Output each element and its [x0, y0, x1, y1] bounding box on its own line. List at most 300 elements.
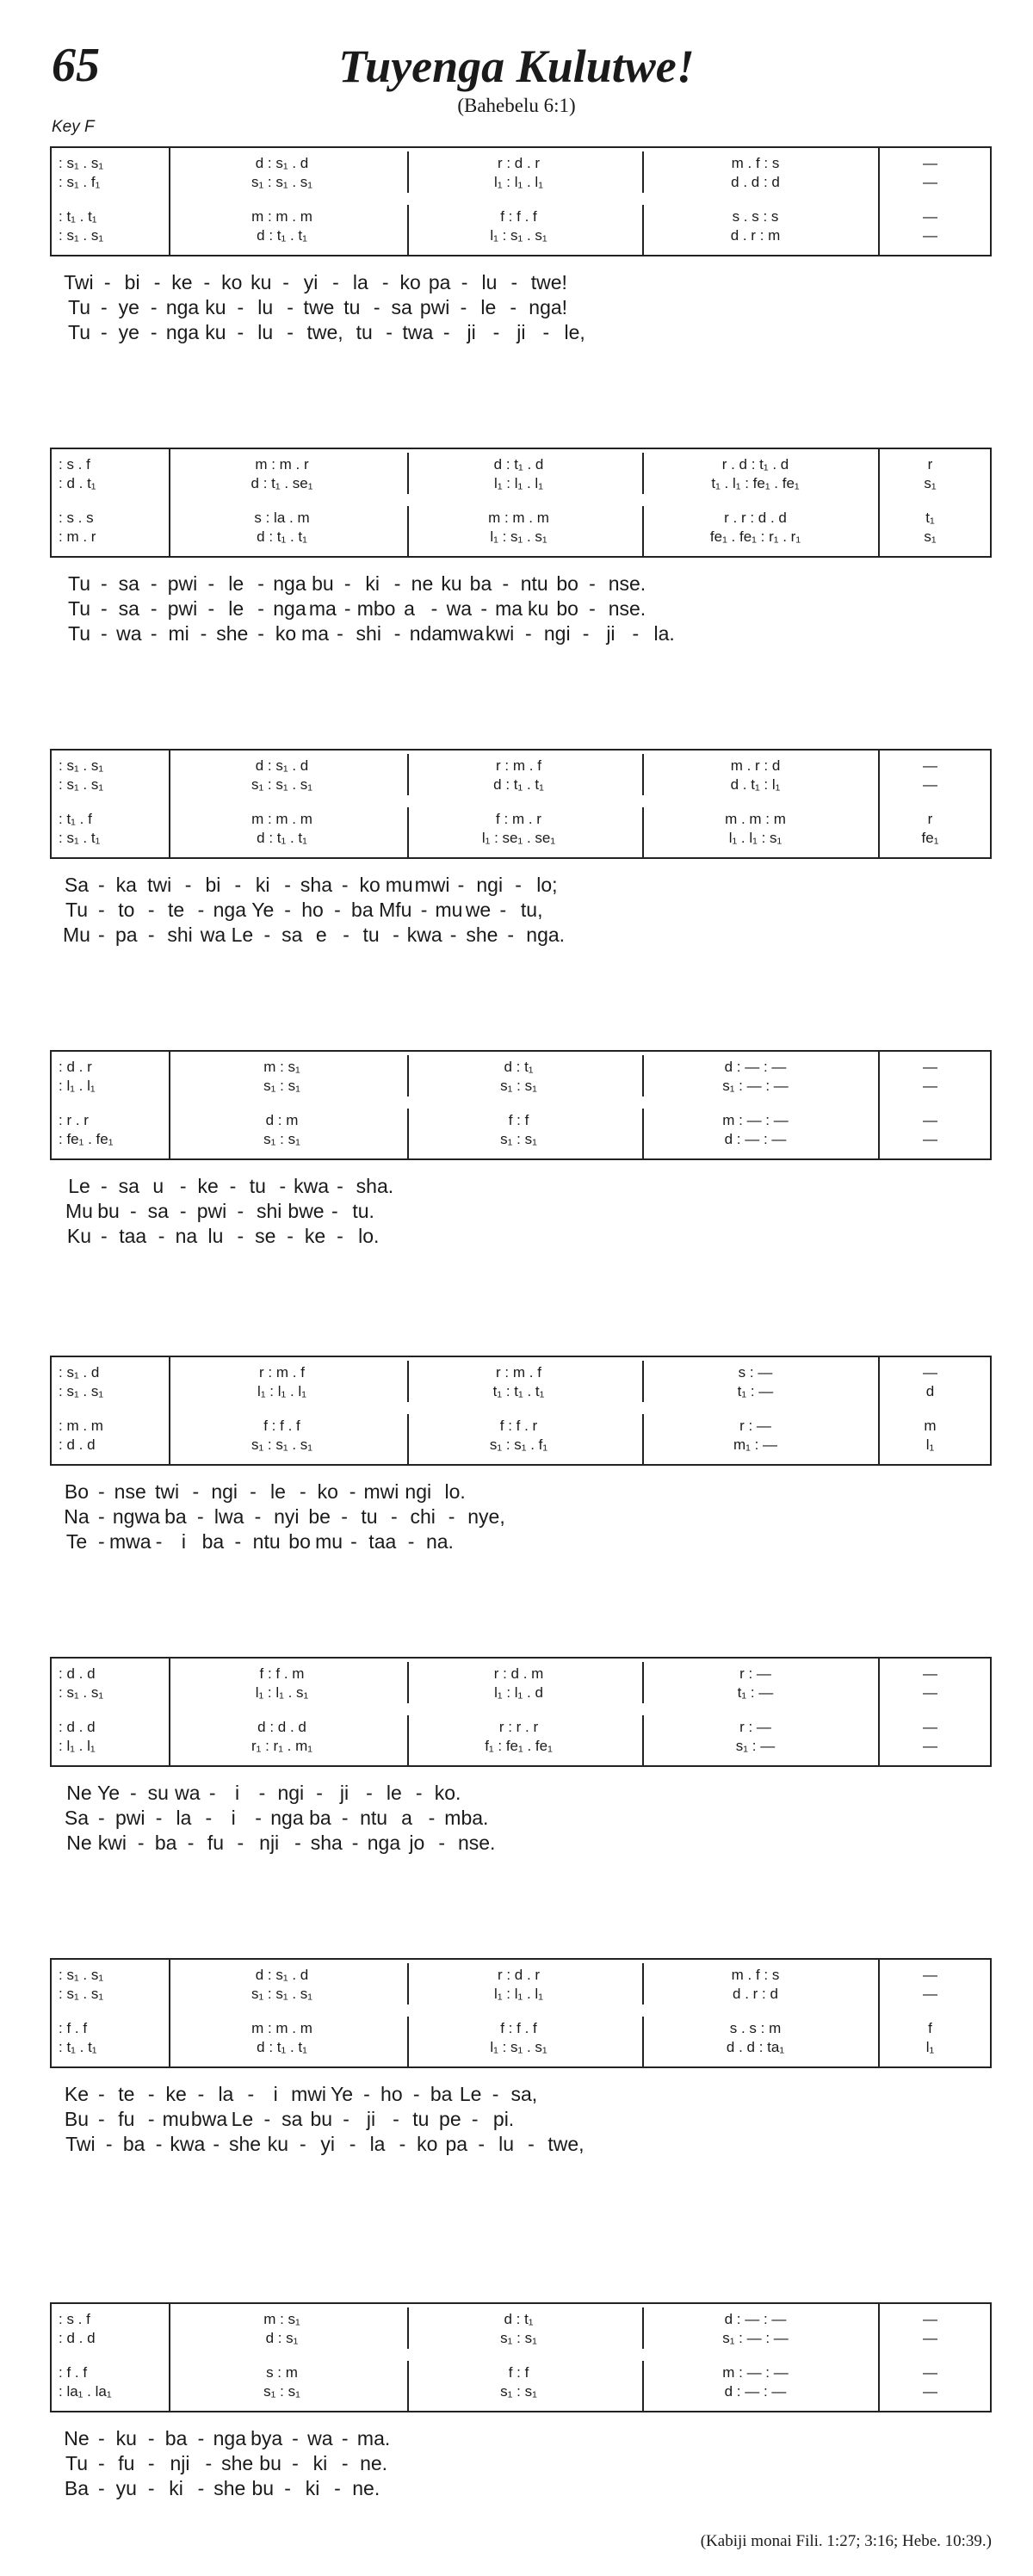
- solfa-cell: : s . f: [59, 456, 90, 473]
- solfa-cell: : s . s: [59, 510, 94, 526]
- hymn-subtitle: (Bahebelu 6:1): [457, 95, 576, 116]
- solfa-cell: t₁ : t₁ . t₁: [492, 1383, 545, 1399]
- hymn-number: 65: [52, 39, 100, 92]
- tonic-solfa-system: [50, 146, 992, 256]
- solfa-cell: m : m . r: [255, 456, 309, 473]
- lyric-syllable: ka: [115, 874, 137, 896]
- lyric-syllable: bwa: [190, 2108, 228, 2130]
- solfa-cell: —: [923, 1078, 937, 1094]
- lyric-syllable: lu: [207, 1225, 224, 1247]
- lyric-syllable: Mfu: [379, 899, 412, 921]
- lyric-syllable: twe,: [547, 2133, 585, 2155]
- solfa-cell: s₁ : s₁ . s₁: [251, 776, 313, 793]
- lyric-hyphen: -: [350, 1530, 357, 1553]
- key-signature: Key F: [52, 118, 95, 136]
- lyric-syllable: ma.: [356, 2427, 391, 2449]
- lyric-hyphen: -: [341, 2452, 349, 2474]
- lyric-hyphen: -: [632, 622, 640, 645]
- solfa-cell: d : — : —: [724, 1131, 787, 1147]
- lyric-hyphen: -: [150, 597, 158, 620]
- lyric-hyphen: -: [391, 1505, 398, 1528]
- lyric-syllable: Le: [231, 924, 254, 946]
- lyric-syllable: nga!: [529, 296, 568, 318]
- solfa-cell: d : s₁: [265, 2330, 299, 2346]
- solfa-cell: d . r : d: [733, 1986, 778, 2002]
- lyric-syllable: ma: [301, 622, 330, 645]
- lyric-syllable: Bu: [64, 2108, 90, 2130]
- solfa-cell: m: [924, 1418, 937, 1434]
- lyric-syllable: Tu: [68, 597, 90, 620]
- lyric-syllable: Tu: [68, 622, 90, 645]
- lyric-hyphen: -: [393, 622, 401, 645]
- lyric-syllable: nga: [367, 1832, 401, 1854]
- solfa-cell: : s₁ . s₁: [59, 155, 104, 171]
- lyric-syllable: wa: [175, 1782, 201, 1804]
- lyric-hyphen: -: [179, 1200, 187, 1222]
- tonic-solfa-system: [50, 749, 992, 859]
- lyric-syllable: wa: [116, 622, 142, 645]
- lyric-hyphen: -: [192, 1480, 200, 1503]
- lyric-syllable: mu: [435, 899, 463, 921]
- lyric-syllable: ba: [201, 1530, 225, 1553]
- lyric-syllable: Twi: [64, 271, 94, 293]
- lyric-syllable: tu: [343, 296, 361, 318]
- lyric-hyphen: -: [213, 2133, 220, 2155]
- solfa-cell: m : — : —: [722, 1112, 789, 1128]
- lyric-syllable: sa: [281, 2108, 303, 2130]
- solfa-cell: d : t₁ . t₁: [257, 830, 307, 846]
- solfa-cell: m . f : s: [731, 1967, 780, 1983]
- solfa-cell: s₁ : s₁: [500, 2383, 537, 2400]
- lyric-syllable: tu: [249, 1175, 266, 1197]
- lyric-hyphen: -: [316, 1782, 323, 1804]
- solfa-cell: s₁ : s₁ . s₁: [251, 174, 313, 190]
- lyric-syllable: nye,: [467, 1505, 505, 1528]
- lyric-syllable: be: [308, 1505, 331, 1528]
- lyric-hyphen: -: [257, 572, 264, 595]
- lyric-syllable: lu: [481, 271, 498, 293]
- solfa-cell: : d . r: [59, 1059, 92, 1075]
- solfa-cell: : s₁ . d: [59, 1364, 100, 1381]
- lyric-hyphen: -: [237, 321, 244, 343]
- lyric-syllable: nse.: [608, 572, 646, 595]
- solfa-cell: d: [925, 1383, 935, 1399]
- solfa-cell: : l₁ . l₁: [59, 1738, 96, 1754]
- lyric-hyphen: -: [98, 899, 105, 921]
- lyric-syllable: ngi: [405, 1480, 432, 1503]
- lyric-hyphen: -: [101, 622, 108, 645]
- lyric-hyphen: -: [589, 597, 596, 620]
- solfa-cell: : la₁ . la₁: [59, 2383, 112, 2400]
- lyric-syllable: mu: [315, 1530, 343, 1553]
- lyric-syllable: she: [228, 2133, 262, 2155]
- solfa-cell: : t₁ . t₁: [59, 2039, 97, 2055]
- solfa-cell: t₁ : —: [737, 1383, 774, 1399]
- lyric-syllable: Ne: [66, 1832, 92, 1854]
- lyric-syllable: ba: [154, 1832, 177, 1854]
- solfa-cell: m : s₁: [263, 2311, 300, 2327]
- lyric-syllable: Te: [65, 1530, 88, 1553]
- lyric-syllable: ngi: [476, 874, 504, 896]
- lyric-syllable: ko.: [434, 1782, 461, 1804]
- lyric-hyphen: -: [237, 1200, 244, 1222]
- lyric-hyphen: -: [287, 296, 294, 318]
- lyric-hyphen: -: [101, 597, 108, 620]
- lyric-syllable: lu: [257, 321, 274, 343]
- lyric-syllable: lo;: [536, 874, 558, 896]
- lyric-hyphen: -: [155, 1530, 163, 1553]
- lyric-syllable: ba: [164, 1505, 187, 1528]
- solfa-cell: r : m . f: [259, 1364, 305, 1381]
- lyric-syllable: ngi: [277, 1782, 305, 1804]
- lyric-hyphen: -: [147, 2477, 155, 2499]
- lyric-syllable: twa: [402, 321, 434, 343]
- lyric-hyphen: -: [197, 2427, 205, 2449]
- lyric-hyphen: -: [331, 1200, 338, 1222]
- lyric-syllable: i: [235, 1782, 240, 1804]
- lyric-syllable: ngi: [211, 1480, 238, 1503]
- lyric-hyphen: -: [101, 572, 108, 595]
- lyric-hyphen: -: [257, 597, 264, 620]
- solfa-cell: s₁ : s₁ . s₁: [251, 1436, 313, 1453]
- lyric-hyphen: -: [147, 924, 155, 946]
- lyric-syllable: she: [213, 2477, 246, 2499]
- solfa-cell: d : t₁ . t₁: [257, 227, 307, 244]
- lyric-hyphen: -: [197, 2477, 205, 2499]
- solfa-cell: fe₁: [921, 830, 939, 846]
- solfa-cell: f : f . f: [263, 1418, 300, 1434]
- lyric-syllable: nga: [273, 572, 306, 595]
- lyric-syllable: ho: [380, 2083, 403, 2105]
- lyric-hyphen: -: [137, 1832, 145, 1854]
- solfa-cell: d : d . d: [257, 1719, 306, 1735]
- lyric-syllable: tu: [412, 2108, 430, 2130]
- solfa-cell: d : t₁ . t₁: [257, 528, 307, 545]
- lyric-hyphen: -: [287, 1225, 294, 1247]
- lyric-hyphen: -: [98, 924, 105, 946]
- solfa-cell: : s₁ . s₁: [59, 1967, 104, 1983]
- lyric-syllable: Tu: [65, 2452, 88, 2474]
- solfa-cell: : s₁ . s₁: [59, 227, 104, 244]
- lyric-syllable: ki: [365, 572, 380, 595]
- lyric-syllable: sa: [118, 572, 139, 595]
- solfa-cell: : f . f: [59, 2364, 88, 2381]
- solfa-cell: —: [923, 1112, 937, 1128]
- solfa-cell: : m . m: [59, 1418, 103, 1434]
- lyric-syllable: wa: [200, 924, 226, 946]
- lyric-syllable: ntu: [252, 1530, 281, 1553]
- lyric-syllable: mu: [162, 2108, 190, 2130]
- lyric-syllable: nyi: [274, 1505, 300, 1528]
- lyric-syllable: bu: [259, 2452, 281, 2474]
- lyric-hyphen: -: [130, 1782, 137, 1804]
- lyric-syllable: ku: [527, 597, 549, 620]
- solfa-cell: l₁ : s₁ . s₁: [490, 528, 547, 545]
- lyric-syllable: nga: [273, 597, 306, 620]
- solfa-cell: d : s₁ . d: [255, 757, 309, 774]
- lyric-hyphen: -: [415, 1782, 423, 1804]
- lyric-syllable: ba: [122, 2133, 145, 2155]
- lyric-syllable: kwa: [294, 1175, 330, 1197]
- lyric-hyphen: -: [341, 1505, 348, 1528]
- solfa-cell: r: [927, 811, 933, 827]
- lyric-syllable: pwi: [167, 597, 198, 620]
- lyric-hyphen: -: [471, 2108, 479, 2130]
- solfa-cell: m . r : d: [730, 757, 781, 774]
- lyric-syllable: twi: [147, 874, 172, 896]
- lyric-syllable: nji: [259, 1832, 280, 1854]
- lyric-hyphen: -: [150, 296, 158, 318]
- lyric-hyphen: -: [98, 1530, 105, 1553]
- solfa-cell: s₁ : s₁: [263, 1131, 300, 1147]
- lyric-hyphen: -: [207, 597, 215, 620]
- lyric-syllable: Na: [64, 1505, 90, 1528]
- lyric-syllable: ne.: [360, 2452, 388, 2474]
- lyric-hyphen: -: [98, 1505, 105, 1528]
- lyric-hyphen: -: [234, 1530, 242, 1553]
- lyric-syllable: ma: [495, 597, 523, 620]
- lyric-hyphen: -: [179, 1175, 187, 1197]
- lyric-syllable: ji: [366, 2108, 376, 2130]
- lyric-hyphen: -: [200, 622, 207, 645]
- solfa-cell: s₁ : — : —: [722, 1078, 789, 1094]
- lyric-hyphen: -: [393, 2108, 399, 2130]
- lyric-hyphen: -: [407, 1530, 415, 1553]
- lyric-syllable: ji: [606, 622, 615, 645]
- solfa-cell: l₁ : se₁ . se₁: [481, 830, 556, 846]
- solfa-cell: d : — : —: [724, 2383, 787, 2400]
- lyric-hyphen: -: [229, 1175, 237, 1197]
- lyric-syllable: bo: [556, 572, 578, 595]
- lyric-syllable: ku: [205, 321, 226, 343]
- lyric-syllable: na.: [425, 1530, 454, 1553]
- lyric-syllable: te: [118, 2083, 135, 2105]
- lyric-hyphen: -: [337, 1225, 343, 1247]
- lyric-syllable: ki: [255, 874, 270, 896]
- solfa-cell: d : t₁ . t₁: [493, 776, 544, 793]
- lyric-syllable: fu: [118, 2108, 135, 2130]
- solfa-cell: : fe₁ . fe₁: [59, 1131, 114, 1147]
- lyric-syllable: le: [480, 296, 497, 318]
- lyric-syllable: jo: [409, 1832, 425, 1854]
- lyric-hyphen: -: [147, 2452, 155, 2474]
- lyric-syllable: la: [369, 2133, 386, 2155]
- lyric-syllable: bi: [124, 271, 140, 293]
- tonic-solfa-system: [50, 2302, 992, 2412]
- solfa-cell: : d . d: [59, 1436, 96, 1453]
- lyric-syllable: kwa: [406, 924, 442, 946]
- solfa-cell: r : m . f: [496, 1364, 541, 1381]
- solfa-cell: f : f . f: [500, 208, 537, 225]
- solfa-cell: d : — : —: [724, 1059, 787, 1075]
- lyric-hyphen: -: [158, 1225, 165, 1247]
- solfa-cell: l₁: [925, 2039, 935, 2055]
- lyric-syllable: la: [218, 2083, 234, 2105]
- lyric-syllable: ke: [304, 1225, 326, 1247]
- lyric-hyphen: -: [381, 271, 389, 293]
- solfa-cell: f : f . f: [500, 2020, 537, 2036]
- lyric-syllable: twi: [154, 1480, 180, 1503]
- lyric-syllable: pwi: [419, 296, 450, 318]
- lyric-hyphen: -: [343, 597, 351, 620]
- lyric-hyphen: -: [299, 2133, 306, 2155]
- solfa-cell: s : m: [266, 2364, 298, 2381]
- solfa-cell: —: [923, 227, 937, 244]
- lyric-syllable: we: [465, 899, 492, 921]
- lyric-hyphen: -: [393, 572, 401, 595]
- lyric-hyphen: -: [507, 924, 515, 946]
- lyric-hyphen: -: [457, 874, 465, 896]
- lyric-syllable: i: [181, 1530, 186, 1553]
- solfa-cell: : s₁ . s₁: [59, 1986, 104, 2002]
- lyric-syllable: pa: [115, 924, 138, 946]
- lyric-hyphen: -: [589, 572, 596, 595]
- solfa-cell: —: [923, 1364, 937, 1381]
- lyric-hyphen: -: [334, 2477, 341, 2499]
- lyric-syllable: a: [401, 1807, 412, 1829]
- solfa-cell: f : m . r: [496, 811, 541, 827]
- lyric-syllable: pi.: [492, 2108, 515, 2130]
- lyric-syllable: mba.: [444, 1807, 489, 1829]
- lyric-hyphen: -: [150, 622, 158, 645]
- lyric-syllable: ngi: [543, 622, 571, 645]
- lyric-hyphen: -: [438, 1832, 446, 1854]
- lyric-syllable: sha.: [356, 1175, 394, 1197]
- lyric-syllable: ki: [169, 2477, 183, 2499]
- lyric-syllable: ko: [399, 271, 421, 293]
- lyric-syllable: Bo: [64, 1480, 90, 1503]
- lyric-syllable: chi: [410, 1505, 436, 1528]
- lyric-syllable: ba: [469, 572, 492, 595]
- solfa-cell: r₁ : r₁ . m₁: [251, 1738, 313, 1754]
- solfa-cell: : d . d: [59, 1719, 96, 1735]
- lyric-syllable: Le: [68, 1175, 90, 1197]
- lyric-hyphen: -: [147, 2083, 155, 2105]
- lyric-syllable: sa: [118, 1175, 139, 1197]
- solfa-cell: r : —: [739, 1418, 771, 1434]
- lyric-syllable: Le: [459, 2083, 482, 2105]
- lyric-hyphen: -: [428, 1807, 436, 1829]
- solfa-cell: : s₁ . f₁: [59, 174, 101, 190]
- lyric-syllable: she: [466, 924, 498, 946]
- lyric-syllable: la: [352, 271, 368, 293]
- solfa-cell: f : f . r: [499, 1418, 538, 1434]
- lyric-hyphen: -: [284, 874, 291, 896]
- lyric-syllable: Tu: [68, 572, 90, 595]
- lyric-syllable: ma: [308, 597, 337, 620]
- lyric-syllable: Twi: [65, 2133, 96, 2155]
- lyric-syllable: nga.: [526, 924, 566, 946]
- lyric-hyphen: -: [341, 1807, 349, 1829]
- lyric-syllable: mwa: [108, 1530, 152, 1553]
- lyric-syllable: le: [228, 597, 244, 620]
- lyric-syllable: a: [404, 597, 415, 620]
- lyric-syllable: tu: [362, 924, 380, 946]
- lyric-hyphen: -: [205, 1807, 213, 1829]
- lyric-hyphen: -: [442, 321, 450, 343]
- lyric-hyphen: -: [258, 1782, 266, 1804]
- lyric-syllable: ba: [164, 2427, 188, 2449]
- lyric-hyphen: -: [349, 1480, 356, 1503]
- solfa-cell: —: [923, 2364, 937, 2381]
- solfa-cell: l₁ : l₁ . s₁: [255, 1684, 309, 1701]
- lyric-syllable: pwi: [114, 1807, 145, 1829]
- lyric-hyphen: -: [337, 1175, 343, 1197]
- lyric-syllable: le: [228, 572, 244, 595]
- lyric-hyphen: -: [147, 2108, 155, 2130]
- solfa-cell: —: [923, 1059, 937, 1075]
- footer-reference: (Kabiji monai Fili. 1:27; 3:16; Hebe. 10:39.): [700, 2532, 992, 2550]
- lyric-syllable: ki: [305, 2477, 320, 2499]
- lyric-hyphen: -: [449, 924, 457, 946]
- solfa-cell: s₁ : s₁: [500, 1131, 537, 1147]
- lyric-syllable: nji: [170, 2452, 190, 2474]
- solfa-cell: : l₁ . l₁: [59, 1078, 96, 1094]
- solfa-cell: s₁: [924, 528, 937, 545]
- solfa-cell: s₁: [924, 475, 937, 491]
- lyric-hyphen: -: [101, 296, 108, 318]
- solfa-cell: —: [923, 757, 937, 774]
- solfa-cell: f : f . m: [259, 1665, 305, 1682]
- lyric-syllable: ba: [309, 1807, 331, 1829]
- solfa-cell: s : la . m: [254, 510, 310, 526]
- lyric-syllable: tu: [356, 321, 373, 343]
- lyric-syllable: to: [118, 899, 135, 921]
- solfa-cell: s₁ : s₁ . s₁: [251, 1986, 313, 2002]
- solfa-cell: r . r : d . d: [724, 510, 787, 526]
- lyric-syllable: nga: [165, 321, 200, 343]
- lyric-syllable: ko: [221, 271, 243, 293]
- solfa-cell: m : m . m: [488, 510, 549, 526]
- lyric-hyphen: -: [247, 2083, 255, 2105]
- lyric-syllable: tu: [361, 1505, 378, 1528]
- tonic-solfa-system: [50, 1958, 992, 2068]
- lyric-syllable: nse.: [608, 597, 646, 620]
- solfa-cell: r . d : t₁ . d: [721, 456, 789, 473]
- solfa-cell: l₁ : l₁ . d: [494, 1684, 543, 1701]
- solfa-cell: : s₁ . s₁: [59, 1684, 104, 1701]
- lyric-hyphen: -: [150, 321, 158, 343]
- lyric-syllable: pa: [428, 271, 451, 293]
- lyric-hyphen: -: [351, 1832, 359, 1854]
- lyric-syllable: bi: [205, 874, 221, 896]
- lyric-hyphen: -: [130, 1200, 137, 1222]
- lyric-hyphen: -: [147, 899, 155, 921]
- lyric-syllable: u: [152, 1175, 164, 1197]
- lyric-syllable: le,: [564, 321, 585, 343]
- lyric-syllable: mwi: [414, 874, 450, 896]
- lyric-syllable: Le: [231, 2108, 254, 2130]
- lyric-syllable: bu: [310, 2108, 333, 2130]
- solfa-cell: m . m : m: [725, 811, 786, 827]
- lyric-syllable: Tu: [68, 321, 90, 343]
- lyric-syllable: bo: [556, 597, 578, 620]
- lyric-syllable: su: [147, 1782, 169, 1804]
- lyric-hyphen: -: [263, 924, 271, 946]
- lyric-hyphen: -: [98, 1480, 105, 1503]
- solfa-cell: m : m . m: [251, 208, 312, 225]
- solfa-cell: l₁ . l₁ : s₁: [728, 830, 782, 846]
- solfa-cell: d : t₁: [504, 2311, 534, 2327]
- solfa-cell: d . t₁ : l₁: [730, 776, 781, 793]
- lyric-hyphen: -: [478, 2133, 486, 2155]
- solfa-cell: f : f: [508, 2364, 529, 2381]
- lyric-syllable: i: [231, 1807, 236, 1829]
- lyric-syllable: ne: [411, 572, 434, 595]
- solfa-cell: m : m . m: [251, 811, 312, 827]
- solfa-cell: r : m . f: [496, 757, 541, 774]
- hymn-title: Tuyenga Kulutwe!: [338, 40, 695, 92]
